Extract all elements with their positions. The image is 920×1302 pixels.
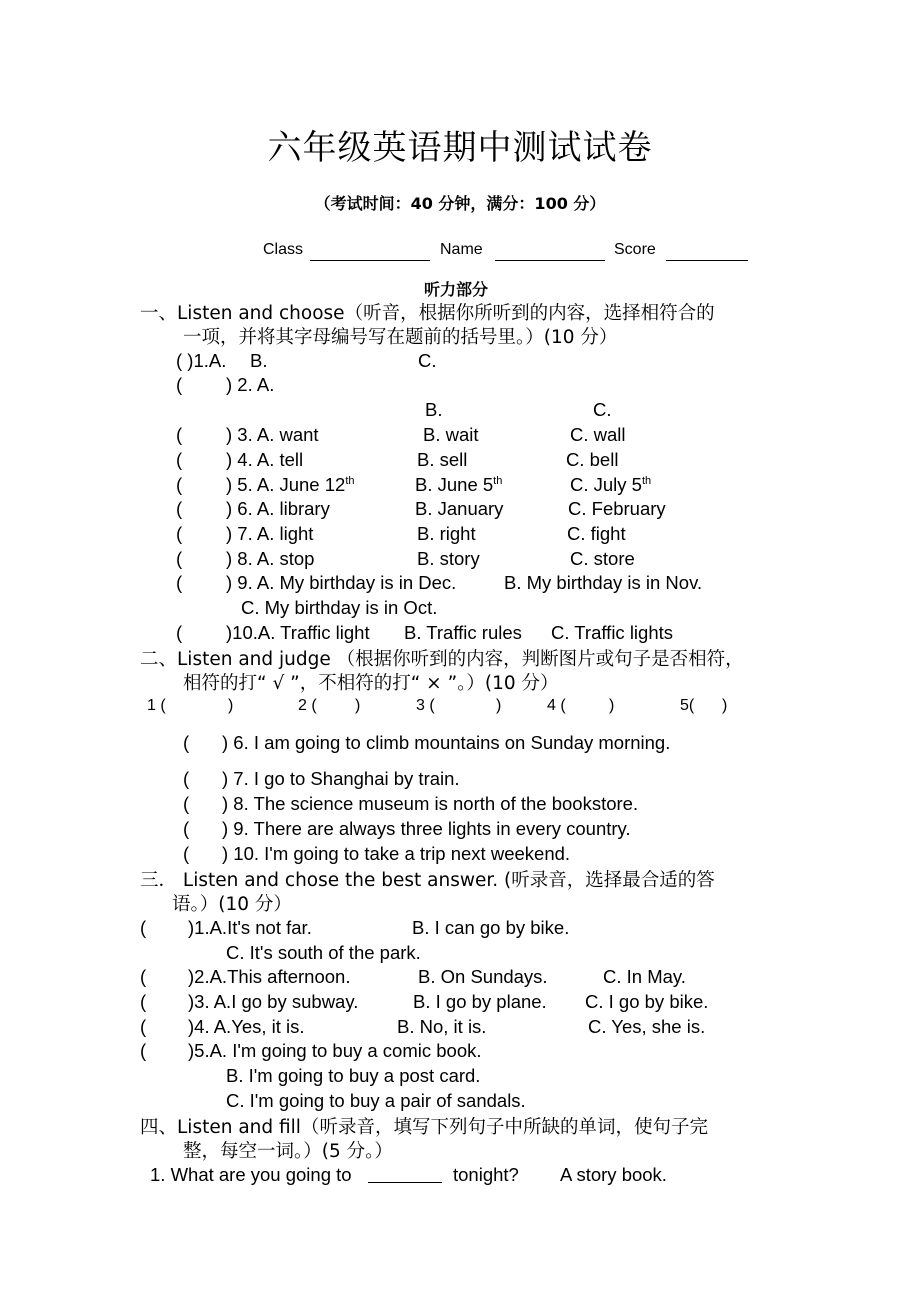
- p1-q7-paren: (: [176, 523, 183, 544]
- p1-q1-number: ( )1.A.: [176, 350, 227, 371]
- p2-q8-text: ) 8. The science museum is north of the bookstore.: [222, 793, 639, 814]
- p4-q1-text: 1. What are you going to: [150, 1164, 352, 1185]
- p1-q9-option-b: B. My birthday is in Nov.: [504, 572, 703, 593]
- part3-heading-cont: 语。）(10 分）: [172, 894, 292, 915]
- p3-q1-option-a: )1.A.It's not far.: [188, 917, 312, 938]
- p4-q1-answer: A story book.: [560, 1164, 667, 1185]
- p1-q5-option-c: C. July 5th: [570, 474, 652, 495]
- p2-q6-text: ) 6. I am going to climb mountains on Sunday morning.: [222, 732, 671, 753]
- p1-q7-option-a: ) 7. A. light: [226, 523, 314, 544]
- part1-heading-cont: 一项，并将其字母编号写在题前的括号里。）(10 分）: [183, 327, 618, 348]
- p3-q5-option-b: B. I'm going to buy a post card.: [226, 1065, 481, 1086]
- p3-q1-option-b: B. I can go by bike.: [412, 917, 570, 938]
- p1-q2-option-b: B.: [425, 399, 443, 420]
- p1-q6-option-b: B. January: [415, 498, 504, 519]
- p3-q2-option-c: C. In May.: [603, 966, 686, 987]
- p3-q4-option-c: C. Yes, she is.: [588, 1016, 706, 1037]
- p3-q1-paren: (: [140, 917, 147, 938]
- p2-q10-paren: (: [183, 843, 190, 864]
- part2-heading: 二、Listen and judge （根据你听到的内容，判断图片或句子是否相符，: [140, 649, 744, 670]
- score-label: Score: [614, 241, 656, 258]
- p1-q10-option-a: )10.A. Traffic light: [226, 622, 370, 643]
- p2-q7-text: ) 7. I go to Shanghai by train.: [222, 768, 460, 789]
- score-blank[interactable]: [666, 244, 748, 261]
- p1-q7-option-b: B. right: [417, 523, 476, 544]
- listening-section-heading: 听力部分: [424, 280, 489, 299]
- p1-q5-option-b: B. June 5th: [415, 474, 503, 495]
- exam-info-subtitle: （考试时间：40 分钟，满分：100 分）: [314, 194, 606, 213]
- p1-q4-option-a: ) 4. A. tell: [226, 449, 304, 470]
- p1-q5-paren: (: [176, 474, 183, 495]
- p1-q2-option-c: C.: [593, 399, 612, 420]
- class-blank[interactable]: [310, 244, 430, 261]
- p2-pic2-label: 2 (: [298, 697, 317, 714]
- p3-q1-option-c: C. It's south of the park.: [226, 942, 421, 963]
- p3-q3-paren: (: [140, 991, 147, 1012]
- p1-q3-option-c: C. wall: [570, 424, 626, 445]
- p1-q7-option-c: C. fight: [567, 523, 626, 544]
- p1-q8-option-b: B. story: [417, 548, 480, 569]
- p3-q2-paren: (: [140, 966, 147, 987]
- p2-pic5-label: 5(: [680, 697, 695, 714]
- p1-q4-paren: (: [176, 449, 183, 470]
- p2-pic4-label: 4 (: [547, 697, 566, 714]
- p2-q6-paren: (: [183, 732, 190, 753]
- p1-q10-option-b: B. Traffic rules: [404, 622, 522, 643]
- p1-q3-paren: (: [176, 424, 183, 445]
- p2-q9-text: ) 9. There are always three lights in every country.: [222, 818, 631, 839]
- p1-q1-option-c: C.: [418, 350, 437, 371]
- p1-q9-paren: (: [176, 572, 183, 593]
- p2-q9-paren: (: [183, 818, 190, 839]
- p1-q8-paren: (: [176, 548, 183, 569]
- part1-heading: 一、Listen and choose（听音，根据你所听到的内容，选择相符合的: [140, 303, 715, 324]
- p2-pic4-close: ): [609, 697, 615, 714]
- p4-q1-text-end: tonight?: [453, 1164, 519, 1185]
- p1-q9-option-a: ) 9. A. My birthday is in Dec.: [226, 572, 457, 593]
- page-title: 六年级英语期中测试试卷: [267, 128, 653, 168]
- p2-pic3-label: 3 (: [416, 697, 435, 714]
- p3-q4-paren: (: [140, 1016, 147, 1037]
- p1-q10-option-c: C. Traffic lights: [551, 622, 674, 643]
- p3-q2-option-b: B. On Sundays.: [418, 966, 548, 987]
- p1-q8-option-a: ) 8. A. stop: [226, 548, 315, 569]
- part4-heading: 四、Listen and fill（听录音，填写下列句子中所缺的单词，使句子完: [140, 1117, 708, 1138]
- p3-q3-option-a: )3. A.I go by subway.: [188, 991, 359, 1012]
- part3-heading: 三． Listen and chose the best answer. (听录音，选择最合适的答: [140, 870, 715, 891]
- p3-q2-option-a: )2.A.This afternoon.: [188, 966, 351, 987]
- p1-q8-option-c: C. store: [570, 548, 635, 569]
- name-label: Name: [440, 241, 483, 258]
- p1-q4-option-b: B. sell: [417, 449, 468, 470]
- p3-q5-option-c: C. I'm going to buy a pair of sandals.: [226, 1090, 526, 1111]
- p2-q10-text: ) 10. I'm going to take a trip next weekend.: [222, 843, 571, 864]
- p3-q4-option-a: )4. A.Yes, it is.: [188, 1016, 305, 1037]
- p1-q4-option-c: C. bell: [566, 449, 619, 470]
- p2-pic3-close: ): [496, 697, 502, 714]
- p1-q2-paren: (: [176, 374, 183, 395]
- p1-q3-option-a: ) 3. A. want: [226, 424, 319, 445]
- p3-q3-option-b: B. I go by plane.: [413, 991, 547, 1012]
- p2-pic1-close: ): [228, 697, 234, 714]
- p3-q5-option-a: )5.A. I'm going to buy a comic book.: [188, 1040, 482, 1061]
- part2-heading-cont: 相符的打“ √ ”，不相符的打“ × ”。）(10 分）: [183, 673, 559, 694]
- p1-q2-number: ) 2. A.: [226, 374, 275, 395]
- p1-q6-option-c: C. February: [568, 498, 666, 519]
- p1-q3-option-b: B. wait: [423, 424, 479, 445]
- p1-q9-option-c: C. My birthday is in Oct.: [241, 597, 438, 618]
- p1-q10-paren: (: [176, 622, 183, 643]
- part4-heading-cont: 整，每空一词。）(5 分。）: [183, 1141, 393, 1162]
- p2-pic5-close: ): [722, 697, 728, 714]
- class-label: Class: [263, 241, 304, 258]
- p1-q1-option-b: B.: [250, 350, 268, 371]
- p2-q8-paren: (: [183, 793, 190, 814]
- p4-q1-blank[interactable]: [368, 1166, 442, 1183]
- p1-q5-option-a: ) 5. A. June 12th: [226, 474, 355, 495]
- name-blank[interactable]: [495, 244, 605, 261]
- p3-q4-option-b: B. No, it is.: [397, 1016, 487, 1037]
- p2-pic1-label: 1 (: [147, 697, 166, 714]
- p3-q5-paren: (: [140, 1040, 147, 1061]
- p3-q3-option-c: C. I go by bike.: [585, 991, 709, 1012]
- p1-q6-option-a: ) 6. A. library: [226, 498, 330, 519]
- p2-q7-paren: (: [183, 768, 190, 789]
- p2-pic2-close: ): [355, 697, 361, 714]
- p1-q6-paren: (: [176, 498, 183, 519]
